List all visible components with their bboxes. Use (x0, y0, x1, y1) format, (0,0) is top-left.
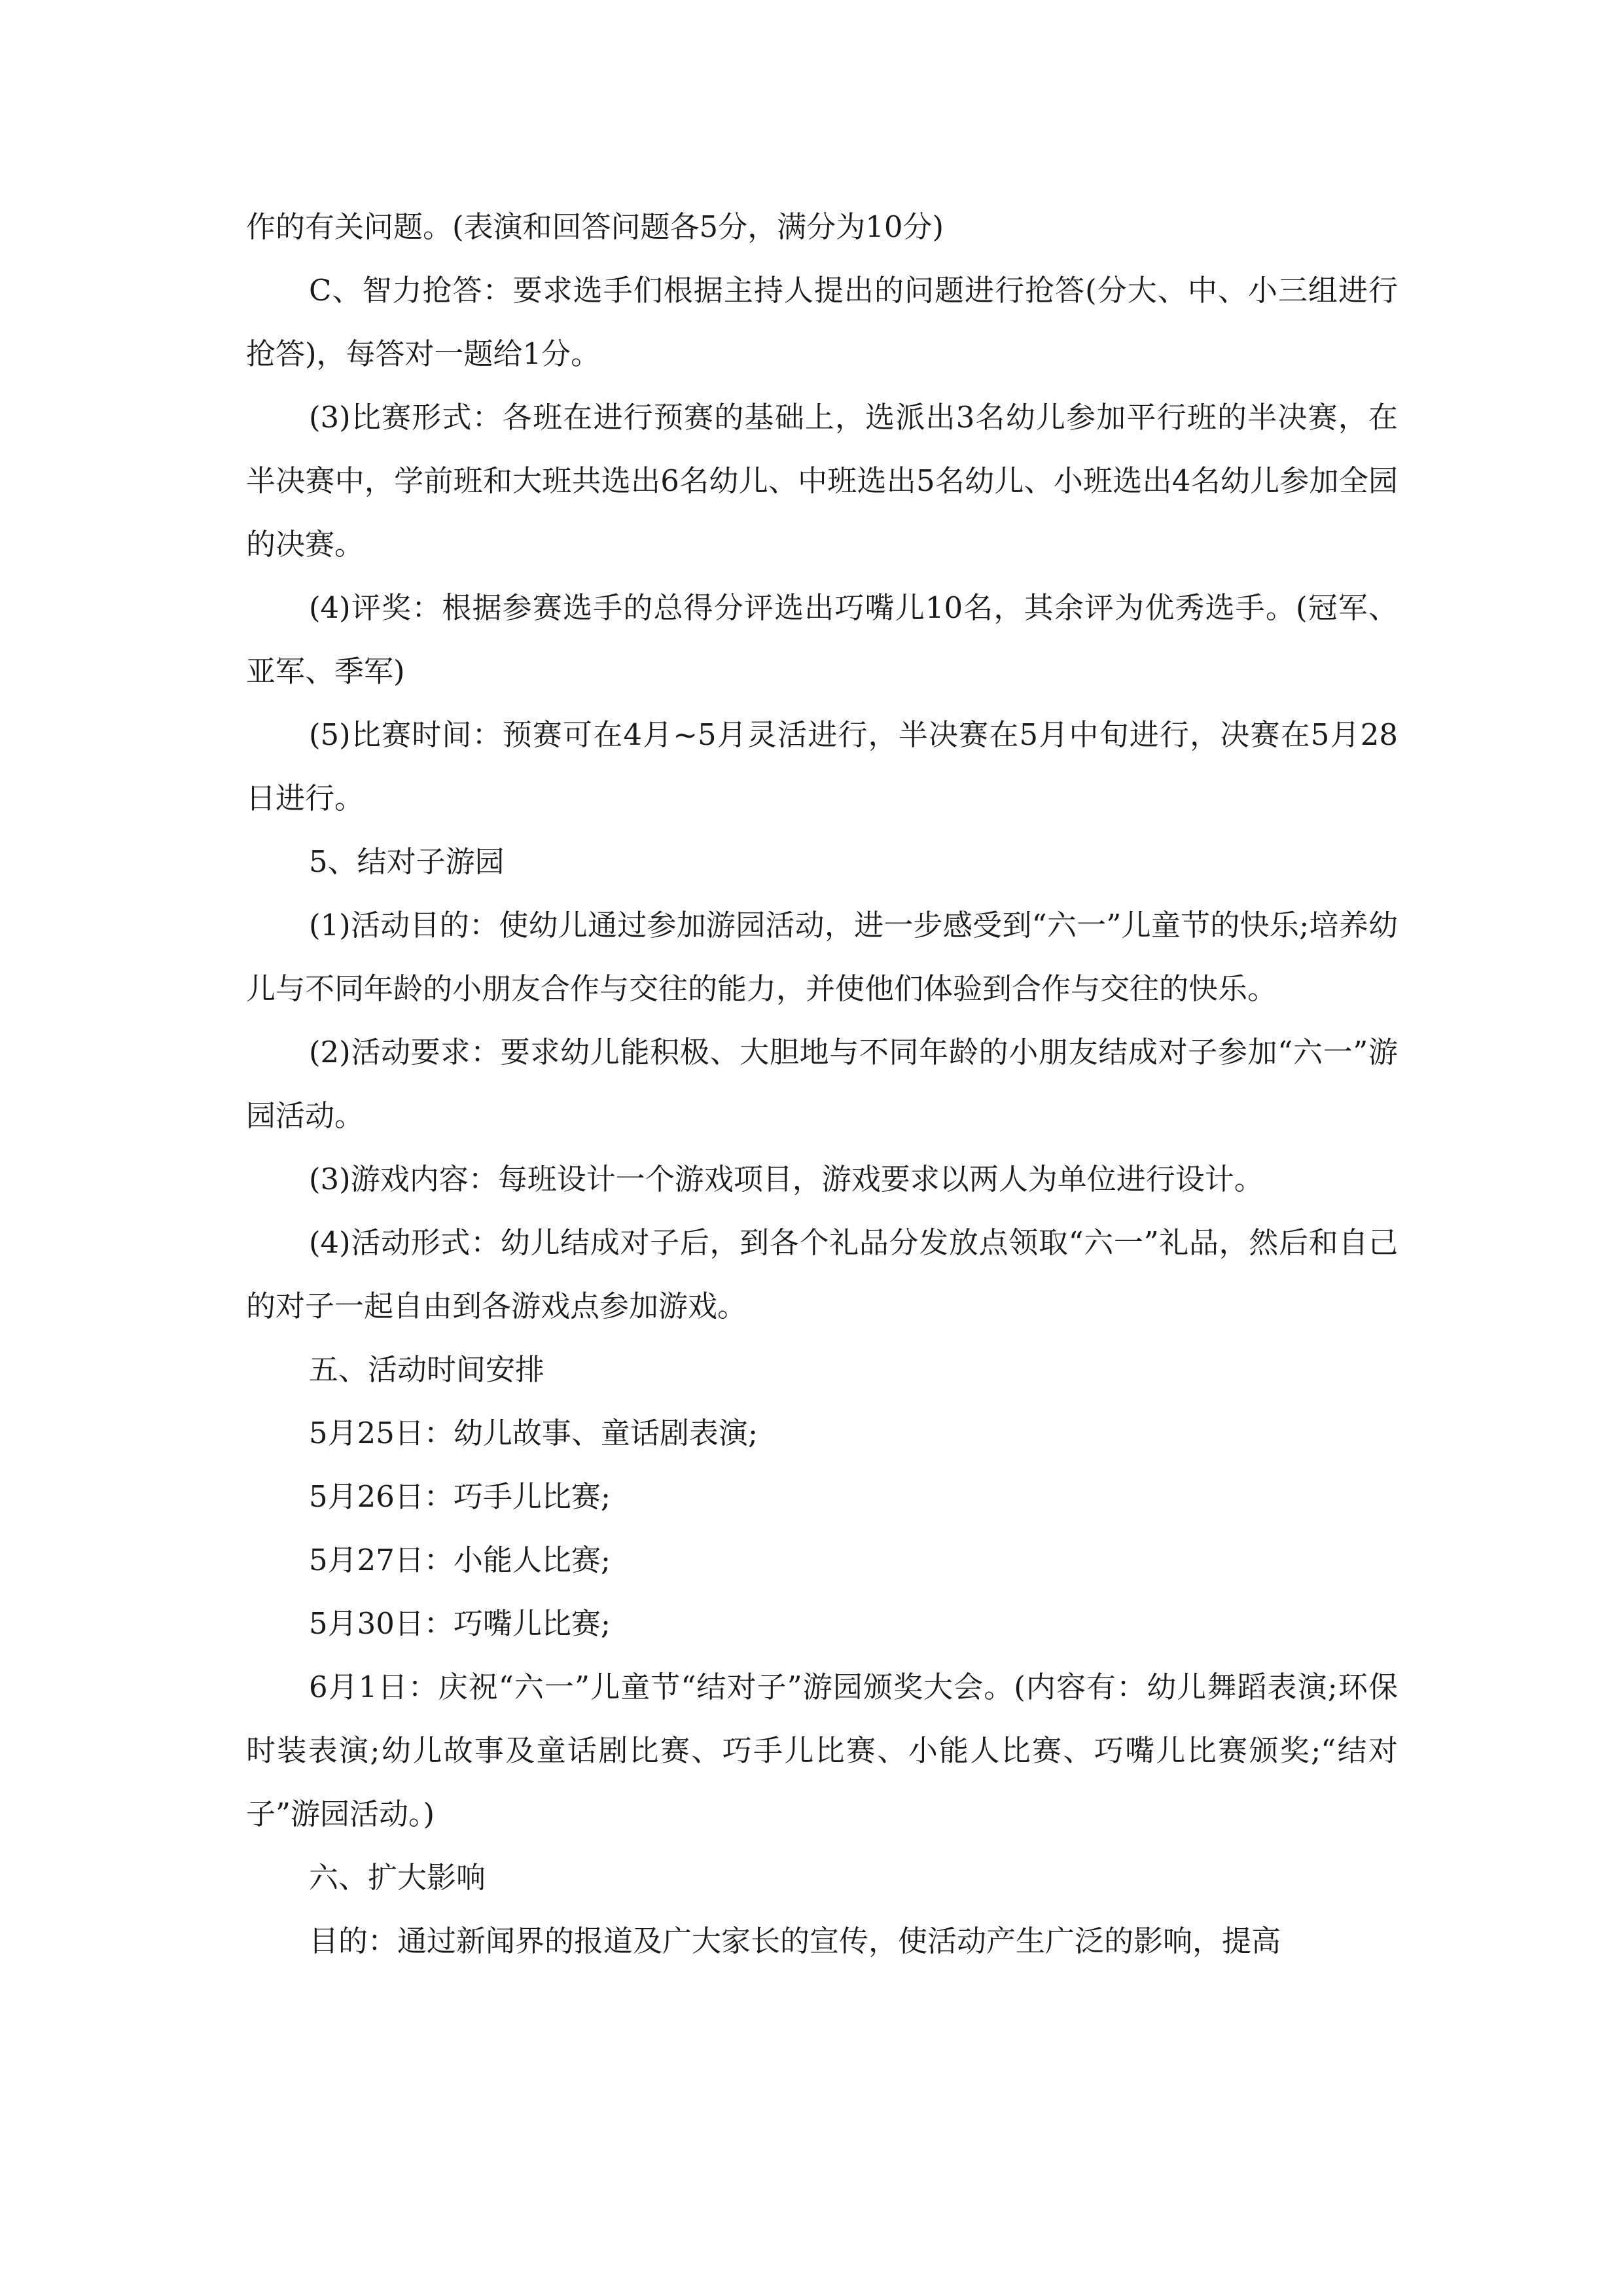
schedule-item: 5月27日：小能人比赛; (309, 1543, 611, 1577)
section-heading: 六、扩大影响 (309, 1860, 486, 1895)
schedule-item: 5月26日：巧手儿比赛; (309, 1479, 611, 1514)
section-heading: 5、结对子游园 (309, 844, 505, 879)
paragraph: (4)评奖：根据参赛选手的总得分评选出巧嘴儿10名，其余评为优秀选手。(冠军、亚军、季军) (246, 590, 1398, 689)
paragraph: (2)活动要求：要求幼儿能积极、大胆地与不同年龄的小朋友结成对子参加“六一”游园活动。 (246, 1035, 1398, 1133)
paragraph: (1)活动目的：使幼儿通过参加游园活动，进一步感受到“六一”儿童节的快乐;培养幼儿与不同年龄的小朋友合作与交往的能力，并使他们体验到合作与交往的快乐。 (246, 908, 1398, 1006)
document-body (246, 195, 1398, 1973)
paragraph: 目的：通过新闻界的报道及广大家长的宣传，使活动产生广泛的影响，提高 (309, 1924, 1281, 1958)
paragraph: (5)比赛时间：预赛可在4月~5月灵活进行，半决赛在5月中旬进行，决赛在5月28日进行。 (246, 717, 1398, 816)
schedule-item: 6月1日：庆祝“六一”儿童节“结对子”游园颁奖大会。(内容有：幼儿舞蹈表演;环保时装表演;幼儿故事及童话剧比赛、巧手儿比赛、小能人比赛、巧嘴儿比赛颁奖;“结对子”游园活动。) (246, 1670, 1398, 1831)
schedule-item: 5月30日：巧嘴儿比赛; (309, 1606, 611, 1641)
paragraph: (3)游戏内容：每班设计一个游戏项目，游戏要求以两人为单位进行设计。 (309, 1162, 1264, 1196)
paragraph: 作的有关问题。(表演和回答问题各5分，满分为10分) (246, 209, 944, 244)
paragraph: (4)活动形式：幼儿结成对子后，到各个礼品分发放点领取“六一”礼品，然后和自己的对子一起自由到各游戏点参加游戏。 (246, 1225, 1398, 1323)
section-heading: 五、活动时间安排 (309, 1352, 545, 1387)
paragraph: C、智力抢答：要求选手们根据主持人提出的问题进行抢答(分大、中、小三组进行抢答)，每答对一题给1分。 (246, 273, 1398, 371)
schedule-item: 5月25日：幼儿故事、童话剧表演; (309, 1416, 758, 1450)
paragraph: (3)比赛形式：各班在进行预赛的基础上，选派出3名幼儿参加平行班的半决赛，在半决赛中，学前班和大班共选出6名幼儿、中班选出5名幼儿、小班选出4名幼儿参加全园的决赛。 (246, 400, 1398, 562)
